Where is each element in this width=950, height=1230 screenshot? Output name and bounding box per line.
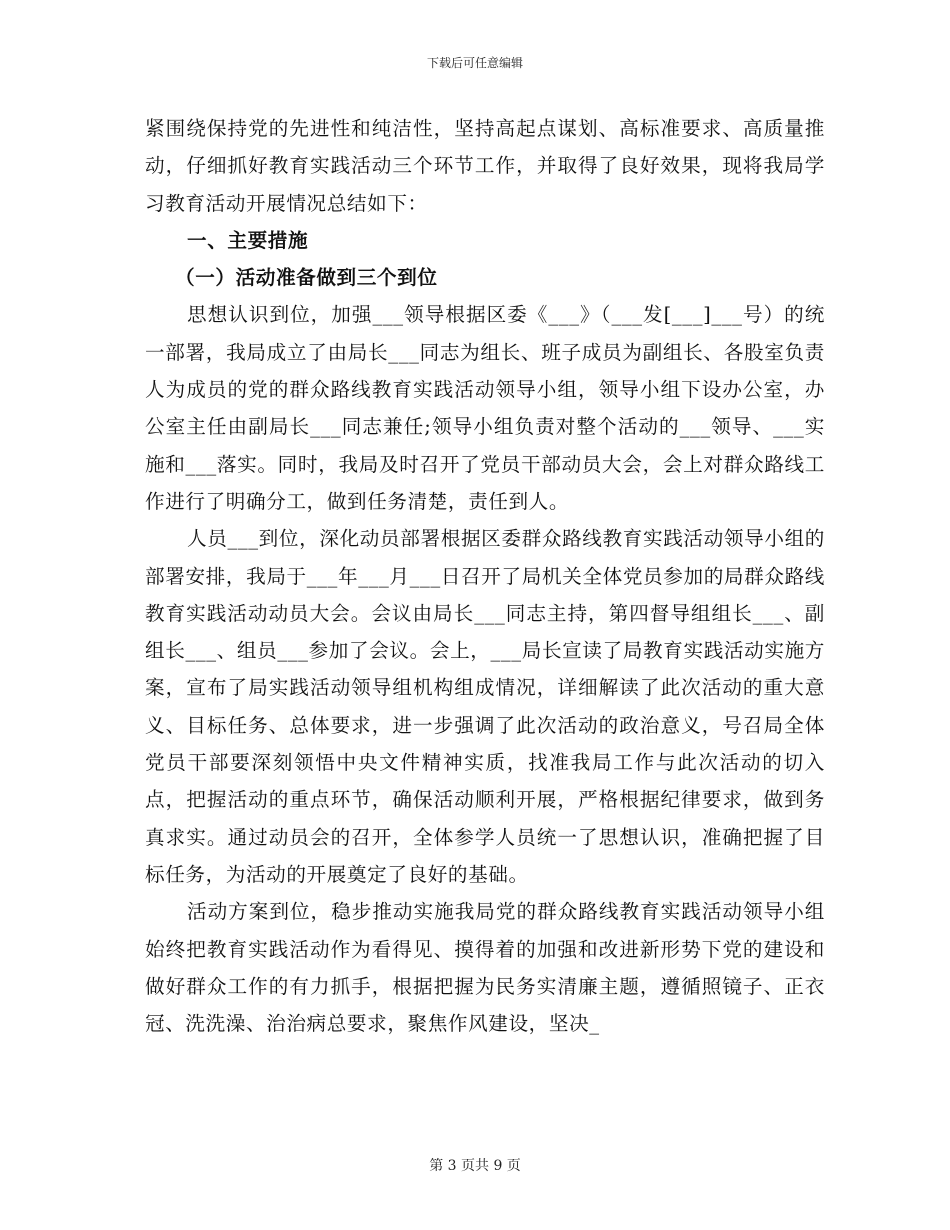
paragraph-personnel: 人员___到位，深化动员部署根据区委群众路线教育实践活动领导小组的部署安排，我局于___年___月___日召开了局机关全体党员参加的局群众路线教育实践活动动员大会。会议由局长___同志主持，第四督导组组长___、副组长___、组员___参加了会议。会上，___局长宣读了局教育实践活动实施方案，宣布了局实践活动领导组机构组成情况，详细解读了此次活动的重大意义、目标任务、总体要求，进一步强调了此次活动的政治意义，号召局全体党员干部要深刻领悟中央文件精神实质，找准我局工作与此次活动的切入点，把握活动的重点环节，确保活动顺利开展，严格根据纪律要求，做到务真求实。通过动员会的召开，全体参学人员统一了思想认识，准确把握了目标任务，为活动的开展奠定了良好的基础。 bbox=[145, 527, 825, 886]
section-heading: 一、主要措施 bbox=[187, 228, 309, 252]
page-footer: 第 3 页共 9 页 bbox=[429, 1158, 521, 1174]
document-body bbox=[145, 110, 825, 1042]
subsection-heading: （一）活动准备做到三个到位 bbox=[175, 266, 438, 290]
paragraph-intro: 紧围绕保持党的先进性和纯洁性，坚持高起点谋划、高标准要求、高质量推动，仔细抓好教育实践活动三个环节工作，并取得了良好效果，现将我局学习教育活动开展情况总结如下： bbox=[145, 117, 825, 215]
paragraph-plan: 活动方案到位，稳步推动实施我局党的群众路线教育实践活动领导小组始终把教育实践活动作为看得见、摸得着的加强和改进新形势下党的建设和做好群众工作的有力抓手，根据把握为民务实清廉主题，遵循照镜子、正衣冠、洗洗澡、治治病总要求，聚焦作风建设，坚决_ bbox=[145, 900, 825, 1036]
paragraph-thinking: 思想认识到位，加强___领导根据区委《___》（___发[___]___号）的统一部署，我局成立了由局长___同志为组长、班子成员为副组长、各股室负责人为成员的党的群众路线教育实践活动领导小组，领导小组下设办公室，办公室主任由副局长___同志兼任;领导小组负责对整个活动的___领导、___实施和___落实。同时，我局及时召开了党员干部动员大会，会上对群众路线工作进行了明确分工，做到任务清楚，责任到人。 bbox=[145, 303, 825, 513]
page-header: 下载后可任意编辑 bbox=[426, 56, 523, 70]
